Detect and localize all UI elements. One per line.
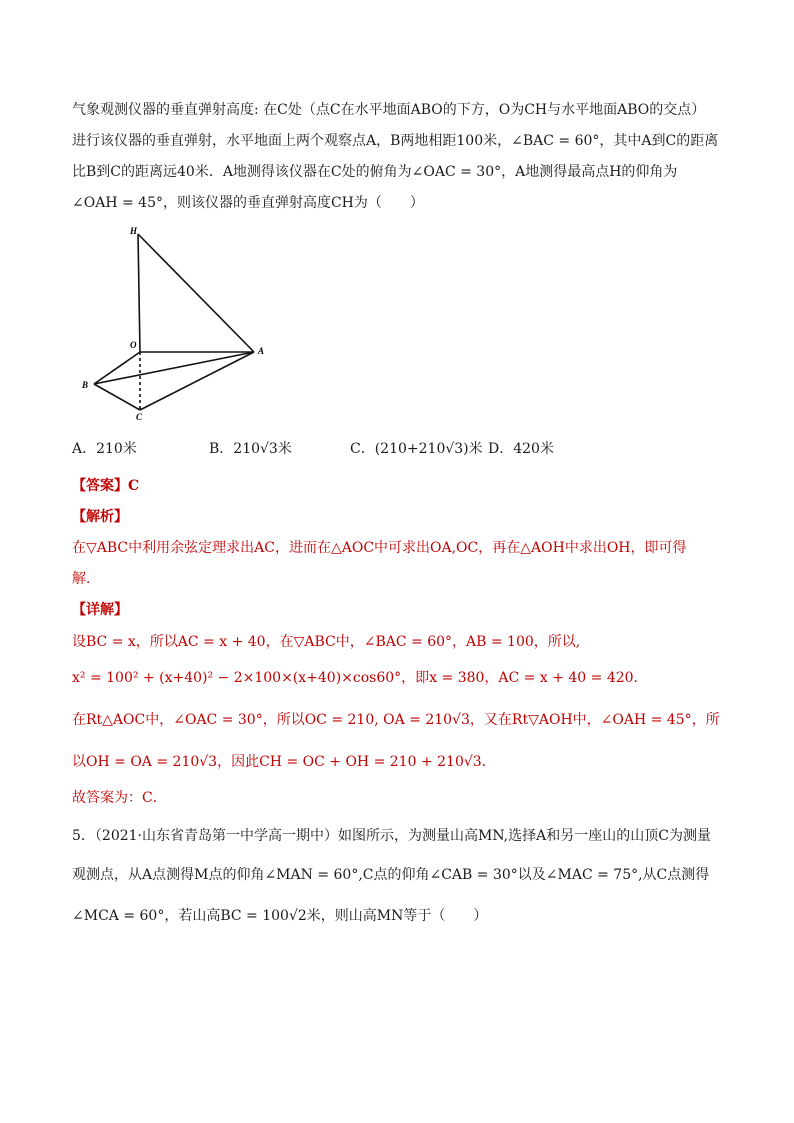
conclusion: 故答案为：C． xyxy=(72,790,167,806)
label-A: A xyxy=(258,346,265,356)
segment-BC xyxy=(94,384,140,410)
detail-line4: 以OH = OA = 210√3，因此CH = OC + OH = 210 + 210√3． xyxy=(72,754,496,770)
analysis-line2: 解． xyxy=(72,571,100,587)
problem4-line3: 比B到C的距离远40米．A地测得该仪器在C处的俯角为∠OAC = 30°，A地测得最高点H的仰角为 xyxy=(72,164,678,180)
option-a: A．210米 xyxy=(72,441,137,457)
analysis-line1: 在▽ABC中利用余弦定理求出AC，进而在△AOC中可求出OA,OC，再在△AOH中求出OH，即可得 xyxy=(72,540,687,556)
problem5-line1: 5．（2021·山东省青岛第一中学高一期中）如图所示，为测量山高MN,选择A和另一座山的山顶C为测量 xyxy=(72,828,711,844)
segment-CA xyxy=(140,352,254,410)
detail-line2: x² = 100² + (x+40)² − 2×100×(x+40)×cos60°，即x = 380，AC = x + 40 = 420． xyxy=(72,670,648,686)
label-H: H xyxy=(130,226,138,236)
geometry-figure xyxy=(72,222,272,422)
answer-tag: 【答案】 xyxy=(72,478,128,494)
option-d: D．420米 xyxy=(488,441,554,457)
detail-line3: 在Rt△AOC中，∠OAC = 30°，所以OC = 210, OA = 210√3，又在Rt▽AOH中，∠OAH = 45°，所 xyxy=(72,712,720,728)
analysis-tag: 【解析】 xyxy=(72,509,128,525)
answer-row xyxy=(72,476,139,496)
segment-HO xyxy=(138,234,140,352)
segment-HA xyxy=(138,234,254,352)
option-c: C．(210+210√3)米 xyxy=(350,441,483,457)
problem5-line2: 观测点，从A点测得M点的仰角∠MAN = 60°,C点的仰角∠CAB = 30°以及∠MAC = 75°,从C点测得 xyxy=(72,867,710,883)
problem5-line3: ∠MCA = 60°，若山高BC = 100√2米，则山高MN等于（ ） xyxy=(72,908,488,924)
problem4-line1: 气象观测仪器的垂直弹射高度: 在C处（点C在水平地面ABO的下方，O为CH与水平地面ABO的交点） xyxy=(72,102,706,118)
problem4-line2: 进行该仪器的垂直弹射，水平地面上两个观察点A，B两地相距100米，∠BAC = 60°，其中A到C的距离 xyxy=(72,133,719,149)
detail-tag: 【详解】 xyxy=(72,602,128,618)
label-B: B xyxy=(82,380,89,390)
label-O: O xyxy=(130,340,137,350)
problem4-line4: ∠OAH = 45°，则该仪器的垂直弹射高度CH为（ ） xyxy=(72,195,424,211)
label-C: C xyxy=(136,412,143,422)
detail-line1: 设BC = x，所以AC = x + 40，在▽ABC中，∠BAC = 60°，AB = 100，所以, xyxy=(72,634,581,650)
answer-value: C xyxy=(128,478,140,494)
option-b: B．210√3米 xyxy=(209,441,292,457)
